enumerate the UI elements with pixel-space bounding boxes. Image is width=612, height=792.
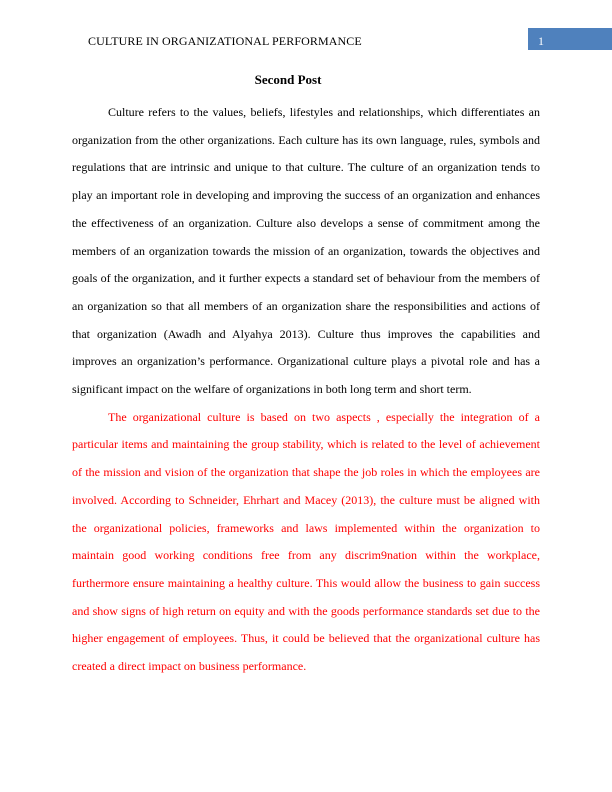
page-number: 1 — [538, 34, 544, 48]
paragraph-1: Culture refers to the values, beliefs, lifestyles and relationships, which differentiates an organization from the other organizations. Each culture has its own language, rules, symbols and regulations that are intrinsic and unique to that culture. The culture of an organization tends to play an important role in developing and improving the success of an organization and enhances the effectiveness of an organization. Culture also develops a sense of commitment among the members of an organization towards the mission of an organization, towards the objectives and goals of the organization, and it further expects a standard set of behaviour from the members of an organization so that all members of an organization share the responsibilities and actions of that organization (Awadh and Alyahya 2013). Culture thus improves the capabilities and improves an organization’s performance. Organizational culture plays a pivotal role and has a significant impact on the welfare of organizations in both long term and short term. — [72, 105, 540, 397]
running-head: CULTURE IN ORGANIZATIONAL PERFORMANCE — [88, 34, 362, 48]
document-title: Second Post — [254, 72, 322, 87]
document-body — [72, 99, 540, 681]
page-number-box — [528, 28, 612, 50]
paragraph-2-revision: The organizational culture is based on two aspects , especially the integration of a particular items and maintaining the group stability, which is related to the level of achievement of the mission and vision of the organization that shape the job roles in which the employees are involved. According to Schneider, Ehrhart and Macey (2013), the culture must be aligned with the organizational policies, frameworks and laws implemented within the organization to maintain good working conditions free from any discrim9nation within the workplace, furthermore ensure maintaining a healthy culture. This would allow the business to gain success and show signs of high return on equity and with the goods performance standards set due to the higher engagement of employees. Thus, it could be believed that the organizational culture has created a direct impact on business performance. — [72, 409, 540, 674]
